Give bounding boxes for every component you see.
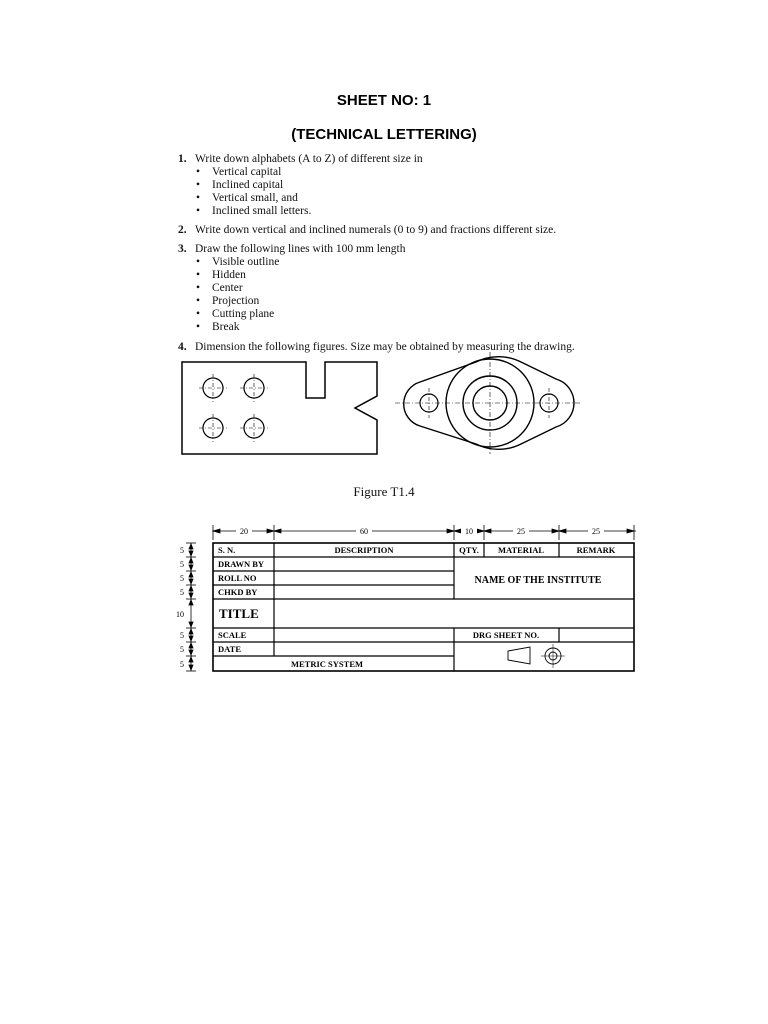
bullet-icon: •	[196, 295, 201, 307]
title-block	[176, 525, 636, 671]
sn-header: S. N.	[218, 545, 236, 555]
question-text: Dimension the following figures. Size may be obtained by measuring the drawing.	[195, 341, 575, 353]
bullet-icon: •	[196, 269, 201, 281]
drawn-by-label: DRAWN BY	[218, 559, 265, 569]
question-number: 4.	[178, 341, 187, 353]
plate-hole	[199, 374, 227, 402]
title-label: TITLE	[219, 606, 259, 621]
dimension-label: 25	[592, 527, 600, 536]
dimension-label: 5	[180, 560, 184, 569]
bullet-icon: •	[196, 166, 201, 178]
date-label: DATE	[218, 644, 241, 654]
metric-system-label: METRIC SYSTEM	[290, 659, 364, 669]
bullet-icon: •	[196, 308, 201, 320]
dimension-label: 20	[240, 527, 248, 536]
dimension-label: 10	[465, 527, 473, 536]
dimension-label: 25	[517, 527, 525, 536]
dimension-label: 5	[180, 660, 184, 669]
question-number: 3.	[178, 243, 187, 255]
qty-header: QTY.	[459, 545, 479, 555]
bullet-icon: •	[196, 321, 201, 333]
scale-label: SCALE	[218, 630, 247, 640]
sheet-subtitle: (TECHNICAL LETTERING)	[291, 126, 477, 143]
dimension-label: 5	[180, 645, 184, 654]
remark-header: REMARK	[576, 545, 616, 555]
dimension-label: 10	[176, 610, 184, 619]
dimension-label: 60	[360, 527, 368, 536]
drawing-sheet-label: DRG SHEET NO.	[472, 630, 540, 640]
question-text: Draw the following lines with 100 mm length	[195, 243, 406, 255]
question-text: Write down vertical and inclined numerals (0 to 9) and fractions different size.	[195, 224, 557, 236]
title-block-grid	[213, 543, 634, 671]
sheet-number-heading: SHEET NO: 1	[336, 92, 432, 109]
figure-caption: Figure T1.4	[353, 484, 415, 499]
plate-hole	[240, 374, 268, 402]
dimension-label: 5	[180, 631, 184, 640]
bullet-icon: •	[196, 192, 201, 204]
dimension-label: 5	[180, 546, 184, 555]
projection-symbol-icon	[508, 644, 565, 668]
dimension-label: 5	[180, 574, 184, 583]
plate-drawing	[182, 362, 377, 454]
checked-by-label: CHKD BY	[218, 587, 258, 597]
bullet-icon: •	[196, 282, 201, 294]
dimension-line-left	[186, 543, 196, 671]
description-header: DESCRIPTION	[334, 545, 394, 555]
bullet-icon: •	[196, 179, 201, 191]
question-number: 1.	[178, 153, 187, 165]
bullet-icon: •	[196, 256, 201, 268]
roll-no-label: ROLL NO	[218, 573, 257, 583]
question-number: 2.	[178, 224, 187, 236]
plate-outline	[182, 362, 377, 454]
question-text: Write down alphabets (A to Z) of different size in	[195, 153, 423, 165]
material-header: MATERIAL	[497, 545, 545, 555]
flange-drawing	[395, 352, 582, 454]
bullet-icon: •	[196, 205, 201, 217]
institute-name: NAME OF THE INSTITUTE	[474, 575, 602, 586]
plate-hole	[199, 414, 227, 442]
plate-hole	[240, 414, 268, 442]
dimension-line-top	[213, 525, 636, 540]
dimension-label: 5	[180, 588, 184, 597]
